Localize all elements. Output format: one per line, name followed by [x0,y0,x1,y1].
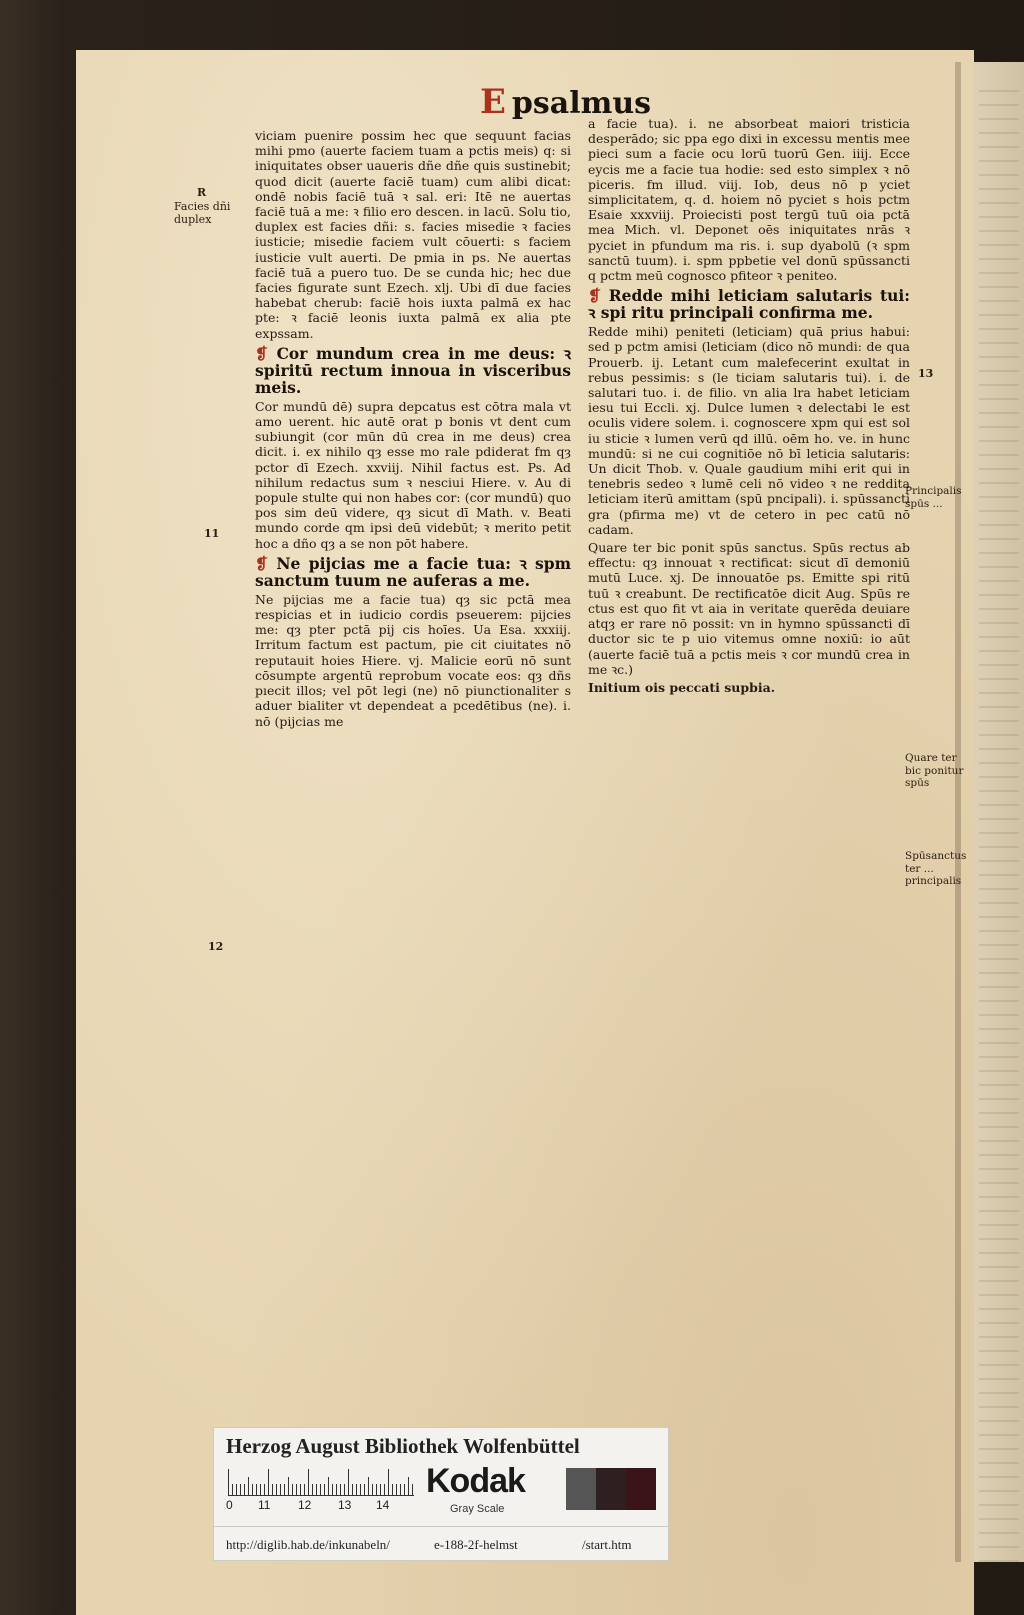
ruler-tick [296,1484,297,1495]
ruler-tick [268,1469,269,1495]
ruler-tick [412,1484,413,1495]
margin-note-right: Principalis spūs ... [905,485,962,510]
ruler-tick [332,1484,333,1495]
ruler-tick [376,1484,377,1495]
gray-swatch [596,1468,626,1510]
ruler-tick [240,1484,241,1495]
margin-note-facies: Facies dñi duplex [174,200,231,226]
library-color-card [213,1427,669,1561]
ruler-label: 11 [258,1498,271,1512]
ruler-tick [340,1484,341,1495]
ruler-tick [292,1484,293,1495]
ruler-tick [276,1484,277,1495]
kodak-logo: Kodak [426,1462,525,1500]
ruler-tick [408,1477,409,1495]
ruler-tick [236,1484,237,1495]
margin-note-right: Quare ter bic ponitur spūs [905,752,964,789]
scale-ruler [228,1470,414,1496]
verse-number: 11 [204,527,220,540]
paragraph-mark: ❡ [255,553,268,573]
ruler-tick [308,1469,309,1495]
commentary-paragraph: Ne pijcias me a facie tua) qȝ sic pctā mea respicias et in iudicio cordis pseuerem: pijcies me: qȝ pter pctā pij cis hoīes. Ua Esa. xxxiij. Irritum factum est pactum, pie cit ciuitates nō reputauit hoies Hiere. vj. Malicie eorū nō sunt cōsumpte argentū reprobum vocate eos: qȝ dñs pıecit illos; vel pōt legi (ne) nō piunctionaliter s aduer bialiter vt dependeat a pcedētibus (ne). i. nō (pijcias me [255,591,571,729]
shelfmark: e-188-2f-helmst [434,1537,518,1552]
verse-number: 13 [918,367,934,380]
commentary-paragraph: a facie tua). i. ne absorbeat maiori tristicia desperādo; sic ppa ego dixi in excessu mentis mee pieci sum a facie ocu lorū tuorū Gen. iiij. Ecce eycis me a facie tua hodie: sed esto simplex ꝛ nō piceris. fm illud. viij. Iob, deus nō p yciet simplicitatem, q. d. hoiem nō pyciet s hois pctm Esaie xxxviij. Proiecisti post tergū tuū oia pctā mea Mich. vl. Deponet oēs iniquitates nrās ꝛ pyciet in pfundum ma ris. i. sup dyabolū (ꝛ spm sanctū tuum). i. spm ppbetie vel donū spūssancti q pctm meū cognosco pfiteor ꝛ peniteo. [588,116,910,284]
ruler-tick [400,1484,401,1495]
verse-heading [588,287,910,321]
ruler-tick [368,1477,369,1495]
ruler-tick [344,1484,345,1495]
commentary-paragraph: Quare ter bic ponit spūs sanctus. Spūs rectus ab effectu: qȝ innouat ꝛ rectificat: sicut dī demoniū mutū Luce. xj. De innouatōe ps. Emitte spi ritū tuū ꝛ creabunt. De rectificatōe dicit Aug. Spūs re ctus est quo fit vt aia in veritate querēda deuiare atqȝ er rare nō possit: vn in hymno spūssancti dī ductor sic te p uio vitemus omne noxiū: io aūt (auerte faciē tuā a pctis meis ꝛ cor mundū crea in me ꝛc.) [588,540,910,677]
margin-mark: R [197,186,207,199]
verse-number: 12 [208,940,224,953]
ruler-label: 14 [376,1498,390,1512]
ruler-tick [388,1469,389,1495]
verse-heading-text: Ne pijcias me a facie tua: ꝛ spm sanctum tuum ne auferas a me. [255,553,571,590]
commentary-paragraph: viciam puenire possim hec que sequunt facias mihi pmo (auerte faciem tuam a pctis meis) q: si iniquitates obser uaueris dñe dñe quis sustinebit; quod dicit (auerte faciē tuam) cum alibi dicat: ondē nobis faciē tuā ꝛ sal. eri: Itē ne auertas faciē tuā a me: ꝛ filio ero descen. in lacū. Solu tio, duplex est facies dñi: s. facies misedie ꝛ facies iusticie; misedie faciem vult cōuerti: s faciem iusticie vult auerti. De pmia in ps. Ne auertas faciē tuā a puero tuo. De se cunda hic; hec due facies figurate sunt Ezech. xlj. Ubi dī due facies habebat cherub: faciē hois iuxta palmā ex hac pte: ꝛ faciē leonis iuxta palmā ex alia pte expssam. [255,128,571,341]
page-edge-shadow [955,62,961,1562]
ruler-tick [384,1484,385,1495]
ruler-tick [356,1484,357,1495]
ruler-tick [372,1484,373,1495]
right-column [588,116,910,698]
ruler-tick [228,1469,229,1495]
commentary-paragraph: Redde mihi) peniteti (leticiam) quā prius habui: sed p pctm amisi (leticiam (dico nō mundi: de qua Prouerb. ij. Letant cum malefecerint exultat in rebus pessimis: s (le ticiam salutaris tui). i. de salutari tuo. i. de filio. vn alia lra habet leticiam iesu tui Eccli. xj. Dulce lumen ꝛ delectabi le est oculis videre solem. i. cognoscere xpm qui est sol iu sticie ꝛ lumen verū qd illū. oēm ho. ve. in hunc mundū: si ne cui cognitiōe nō bī leticia salutaris: Un dicit Thob. v. Quale gaudium mihi erit qui in tenebris sedeo ꝛ lumē celi nō video ꝛ ne reddita leticiam iterū amittam (spū pncipali). i. spūssancti gra (pfirma me) vt de cetero in pec catū nō cadam. [588,324,910,537]
ruler-tick [316,1484,317,1495]
card-footer [214,1526,668,1562]
ruler-tick [256,1484,257,1495]
start-path: /start.htm [582,1537,632,1552]
ruler-tick [324,1484,325,1495]
library-name: Herzog August Bibliothek Wolfenbüttel [226,1434,580,1458]
commentary-paragraph: Cor mundū dē) supra depcatus est cōtra mala vt amo uerent. hic autē orat p bonis vt dent cum subiungit (cor mūn dū crea in me deus) crea dicit. i. ex nihilo qȝ esse mo rale pdiderat fm qȝ pctor dī Ezech. xxviij. Nihil factus est. Ps. Ad nihilum redactus sum ꝛ nesciui Hiere. v. Au di popule stulte qui non habes cor: (cor mundū) quo pos sim deū videre, qȝ sicut dī Math. v. Beati mundo corde qm ipsi deū videbūt; ꝛ merito petit hoc a dño qȝ a se non pōt habere. [255,398,571,551]
ruler-tick [336,1484,337,1495]
ruler-tick [396,1484,397,1495]
running-head-title: psalmus [511,86,652,121]
ruler-label: 13 [338,1498,352,1512]
source-url: http://diglib.hab.de/inkunabeln/ [226,1537,390,1552]
ruler-tick [280,1484,281,1495]
ruler-tick [248,1477,249,1495]
ruler-tick [284,1484,285,1495]
ruler-label: 12 [298,1498,312,1512]
verse-heading [255,555,571,589]
ruler-tick [312,1484,313,1495]
ruler-tick [232,1484,233,1495]
verse-heading-text: Redde mihi leticiam salutaris tui: ꝛ spi ritu principali confirma me. [588,286,910,323]
rubric-initial: E [480,82,506,122]
ruler-tick [260,1484,261,1495]
ruler-tick [380,1484,381,1495]
ruler-label: 0 [226,1498,233,1512]
verse-heading [255,345,571,396]
margin-note-right: Spūsanctus ter ... principalis [905,850,967,887]
ruler-tick [320,1484,321,1495]
ruler-tick [264,1484,265,1495]
ruler-tick [404,1484,405,1495]
ruler-tick [352,1484,353,1495]
paragraph-mark: ❡ [588,286,601,306]
ruler-tick [364,1484,365,1495]
ruler-tick [304,1484,305,1495]
gray-swatch [566,1468,596,1510]
ruler-tick [348,1469,349,1495]
paragraph-mark: ❡ [255,343,268,363]
ruler-tick [360,1484,361,1495]
gray-swatch [626,1468,656,1510]
ruler-tick [252,1484,253,1495]
ruler-tick [272,1484,273,1495]
commentary-closing-line: Initium ois peccati supbia. [588,679,776,695]
left-column [255,128,571,732]
ruler-tick [392,1484,393,1495]
ruler-tick [288,1477,289,1495]
gray-scale-label: Gray Scale [450,1503,505,1515]
ruler-tick [244,1484,245,1495]
ruler-tick [300,1484,301,1495]
verse-heading-text: Cor mundum crea in me deus: ꝛ spiritū rectum innoua in visceribus meis. [255,343,571,397]
ruler-tick [328,1477,329,1495]
